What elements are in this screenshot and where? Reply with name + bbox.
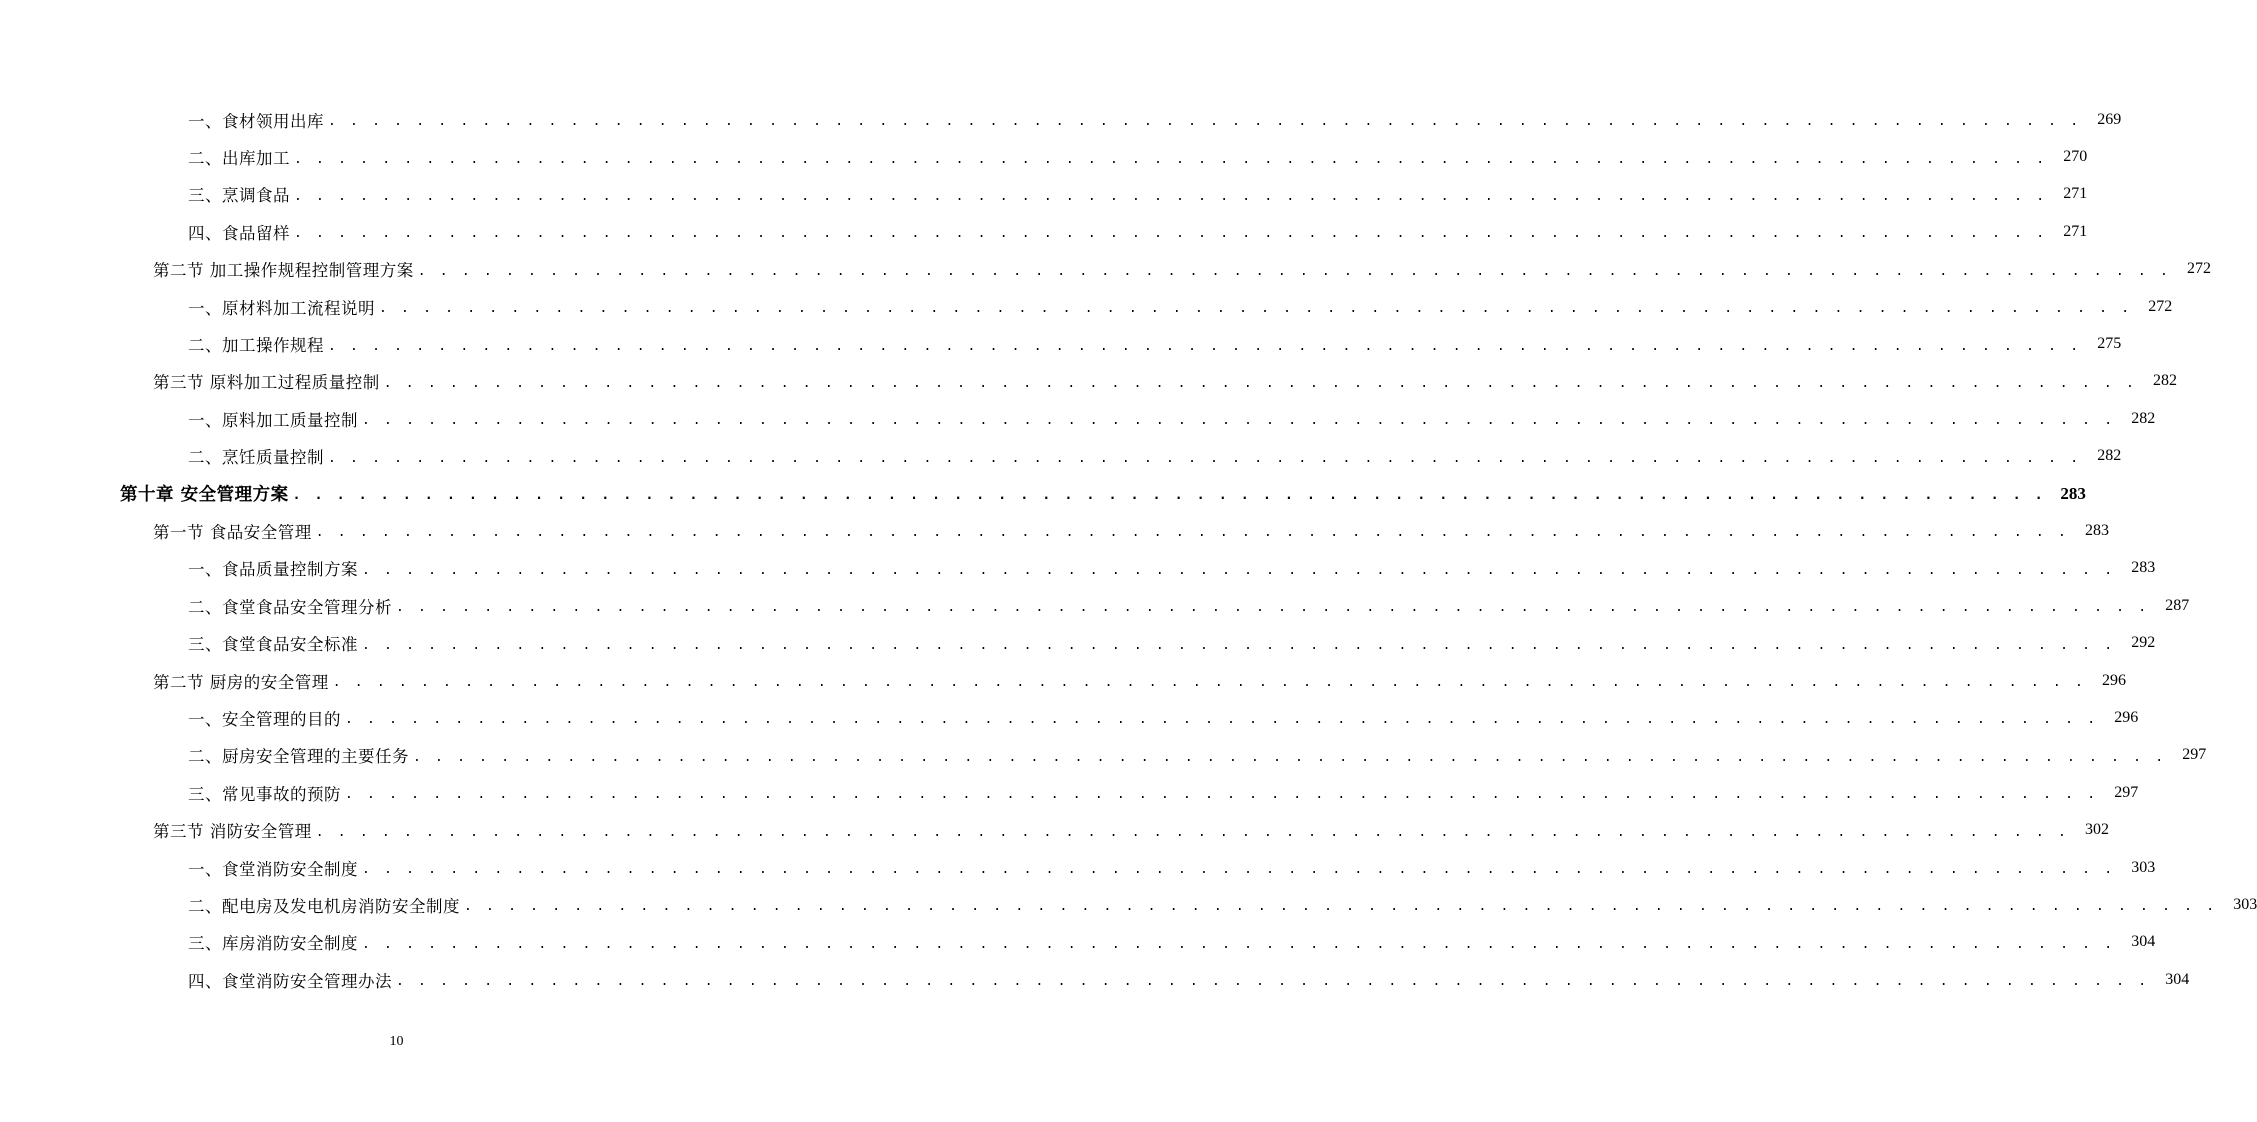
toc-entry-title: 一、食堂消防安全制度 <box>188 859 358 879</box>
toc-entry-page: 282 <box>2131 409 2156 427</box>
toc-subsection-entry[interactable] <box>0 699 2139 736</box>
toc-section-entry[interactable] <box>0 512 2109 549</box>
toc-entry-page: 303 <box>2131 858 2156 876</box>
toc-dot-leader: . . . . . . . . . . . . . . . . . . . . . . . . . . . . . . . . . . . . . . . . . . . . . . . . . . . . . . . . . . . . . . . . . . . . . . . . . . . . . . . . <box>315 525 2069 541</box>
toc-entry-title: 一、原料加工质量控制 <box>188 410 358 430</box>
toc-dot-leader: . . . . . . . . . . . . . . . . . . . . . . . . . . . . . . . . . . . . . . . . . . . . . . . . . . . . . . . . . . . . . . . . . . . . . . . . . . . . . . . . <box>362 936 2116 952</box>
toc-entry-page: 271 <box>2063 185 2088 203</box>
toc-dot-leader: . . . . . . . . . . . . . . . . . . . . . . . . . . . . . . . . . . . . . . . . . . . . . . . . . . . . . . . . . . . . . . . . . . . . . . . . . . . . . . . . <box>315 824 2069 840</box>
toc-entry-title: 一、食品质量控制方案 <box>188 560 358 580</box>
toc-entry-page: 272 <box>2187 260 2211 278</box>
toc-subsection-entry[interactable] <box>0 849 2156 886</box>
toc-entry-title: 第二节 加工操作规程控制管理方案 <box>153 261 414 281</box>
toc-dot-leader: . . . . . . . . . . . . . . . . . . . . . . . . . . . . . . . . . . . . . . . . . . . . . . . . . . . . . . . . . . . . . . . . . . . . . . . . . . . . . . . . <box>345 712 2099 728</box>
toc-entry-page: 297 <box>2114 783 2139 801</box>
toc-entry-title: 二、配电房及发电机房消防安全制度 <box>188 896 460 916</box>
toc-dot-leader: . . . . . . . . . . . . . . . . . . . . . . . . . . . . . . . . . . . . . . . . . . . . . . . . . . . . . . . . . . . . . . . . . . . . . . . . . . . . . . . . <box>396 974 2150 990</box>
toc-entry-page: 296 <box>2114 708 2139 726</box>
page-number: 10 <box>389 1034 404 1049</box>
toc-entry-title: 二、厨房安全管理的主要任务 <box>188 747 409 767</box>
toc-entry-page: 304 <box>2165 970 2190 988</box>
toc-entry-title: 第三节 原料加工过程质量控制 <box>153 373 380 393</box>
toc-section-entry[interactable] <box>0 811 2109 848</box>
toc-entry-title: 四、食品留样 <box>188 223 290 243</box>
table-of-contents <box>0 101 2257 998</box>
toc-entry-title: 第三节 消防安全管理 <box>153 822 312 842</box>
toc-dot-leader: . . . . . . . . . . . . . . . . . . . . . . . . . . . . . . . . . . . . . . . . . . . . . . . . . . . . . . . . . . . . . . . . . . . . . . . . . . . . . . . . <box>294 188 2048 204</box>
toc-subsection-entry[interactable] <box>0 325 2122 362</box>
toc-entry-page: 296 <box>2102 671 2126 689</box>
toc-entry-page: 297 <box>2182 746 2207 764</box>
toc-entry-page: 272 <box>2148 297 2173 315</box>
toc-entry-title: 三、食堂食品安全标准 <box>188 635 358 655</box>
toc-entry-page: 275 <box>2097 335 2122 353</box>
toc-subsection-entry[interactable] <box>0 213 2088 250</box>
toc-chapter-entry[interactable] <box>0 475 2086 512</box>
toc-dot-leader: . . . . . . . . . . . . . . . . . . . . . . . . . . . . . . . . . . . . . . . . . . . . . . . . . . . . . . . . . . . . . . . . . . . . . . . . . . . . . . . . <box>396 600 2150 616</box>
toc-entry-page: 283 <box>2060 483 2086 503</box>
toc-subsection-entry[interactable] <box>0 550 2156 587</box>
toc-entry-page: 283 <box>2085 521 2109 539</box>
toc-entry-title: 四、食堂消防安全管理办法 <box>188 971 392 991</box>
toc-entry-page: 302 <box>2085 821 2109 839</box>
toc-entry-title: 一、安全管理的目的 <box>188 709 341 729</box>
toc-subsection-entry[interactable] <box>0 176 2088 213</box>
toc-dot-leader: . . . . . . . . . . . . . . . . . . . . . . . . . . . . . . . . . . . . . . . . . . . . . . . . . . . . . . . . . . . . . . . . . . . . . . . . . . . . . . . . <box>328 338 2082 354</box>
toc-entry-title: 第一节 食品安全管理 <box>153 522 312 542</box>
toc-entry-page: 304 <box>2131 933 2156 951</box>
toc-subsection-entry[interactable] <box>0 438 2122 475</box>
toc-subsection-entry[interactable] <box>0 587 2190 624</box>
toc-entry-page: 283 <box>2131 559 2156 577</box>
toc-section-entry[interactable] <box>0 251 2211 288</box>
toc-dot-leader: . . . . . . . . . . . . . . . . . . . . . . . . . . . . . . . . . . . . . . . . . . . . . . . . . . . . . . . . . . . . . . . . . . . . . . . . . . . . . . . . <box>417 263 2171 279</box>
toc-dot-leader: . . . . . . . . . . . . . . . . . . . . . . . . . . . . . . . . . . . . . . . . . . . . . . . . . . . . . . . . . . . . . . . . . . . . . . . . . . . . . . . . <box>294 226 2048 242</box>
toc-entry-page: 292 <box>2131 634 2156 652</box>
toc-dot-leader: . . . . . . . . . . . . . . . . . . . . . . . . . . . . . . . . . . . . . . . . . . . . . . . . . . . . . . . . . . . . . . . . . . . . . . . . . . . . . . . . <box>294 151 2048 167</box>
toc-entry-title: 一、食材领用出库 <box>188 111 324 131</box>
toc-subsection-entry[interactable] <box>0 774 2139 811</box>
toc-dot-leader: . . . . . . . . . . . . . . . . . . . . . . . . . . . . . . . . . . . . . . . . . . . . . . . . . . . . . . . . . . . . . . . . . . . . . . . . . . . . . . . . <box>464 899 2218 915</box>
toc-dot-leader: . . . . . . . . . . . . . . . . . . . . . . . . . . . . . . . . . . . . . . . . . . . . . . . . . . . . . . . . . . . . . . . . . . . . . . . . . . . . . . . . <box>328 114 2082 130</box>
toc-dot-leader: . . . . . . . . . . . . . . . . . . . . . . . . . . . . . . . . . . . . . . . . . . . . . . . . . . . . . . . . . . . . . . . . . . . . . . . . . . . . . . . . <box>345 787 2099 803</box>
toc-entry-title: 三、常见事故的预防 <box>188 784 341 804</box>
toc-entry-page: 282 <box>2097 447 2122 465</box>
toc-subsection-entry[interactable] <box>0 138 2088 175</box>
toc-dot-leader: . . . . . . . . . . . . . . . . . . . . . . . . . . . . . . . . . . . . . . . . . . . . . . . . . . . . . . . . . . . . . . . . . . . . . . . . . . . . . . . . <box>328 450 2082 466</box>
toc-dot-leader: . . . . . . . . . . . . . . . . . . . . . . . . . . . . . . . . . . . . . . . . . . . . . . . . . . . . . . . . . . . . . . . . . . . . . . . . . . . . . . . . <box>379 301 2133 317</box>
toc-entry-title: 一、原材料加工流程说明 <box>188 298 375 318</box>
toc-subsection-entry[interactable] <box>0 737 2207 774</box>
toc-dot-leader: . . . . . . . . . . . . . . . . . . . . . . . . . . . . . . . . . . . . . . . . . . . . . . . . . . . . . . . . . . . . . . . . . . . . . . . . . . . . . . . . <box>413 749 2167 765</box>
toc-section-entry[interactable] <box>0 363 2177 400</box>
toc-subsection-entry[interactable] <box>0 886 2257 923</box>
toc-subsection-entry[interactable] <box>0 961 2190 998</box>
toc-entry-page: 287 <box>2165 596 2190 614</box>
toc-dot-leader: . . . . . . . . . . . . . . . . . . . . . . . . . . . . . . . . . . . . . . . . . . . . . . . . . . . . . . . . . . . . . . . . . . . . . . . . . . . . . . . . <box>362 562 2116 578</box>
toc-subsection-entry[interactable] <box>0 101 2122 138</box>
toc-subsection-entry[interactable] <box>0 400 2156 437</box>
toc-entry-title: 二、加工操作规程 <box>188 336 324 356</box>
toc-dot-leader: . . . . . . . . . . . . . . . . . . . . . . . . . . . . . . . . . . . . . . . . . . . . . . . . . . . . . . . . . . . . . . . . . . . . . . . . . . . . . . . . <box>332 675 2086 691</box>
toc-dot-leader: . . . . . . . . . . . . . . . . . . . . . . . . . . . . . . . . . . . . . . . . . . . . . . . . . . . . . . . . . . . . . . . . . . . . . . . . . . . . . . . . <box>362 413 2116 429</box>
toc-entry-page: 269 <box>2097 110 2122 128</box>
toc-subsection-entry[interactable] <box>0 288 2173 325</box>
toc-section-entry[interactable] <box>0 662 2126 699</box>
toc-entry-title: 第十章 安全管理方案 <box>120 485 289 506</box>
toc-entry-title: 第二节 厨房的安全管理 <box>153 672 329 692</box>
toc-entry-title: 二、出库加工 <box>188 149 290 169</box>
toc-entry-title: 三、烹调食品 <box>188 186 290 206</box>
toc-entry-page: 303 <box>2233 895 2257 913</box>
toc-entry-title: 二、烹饪质量控制 <box>188 448 324 468</box>
toc-subsection-entry[interactable] <box>0 624 2156 661</box>
toc-dot-leader: . . . . . . . . . . . . . . . . . . . . . . . . . . . . . . . . . . . . . . . . . . . . . . . . . . . . . . . . . . . . . . . . . . . . . . . . . . . . . . . . <box>362 862 2116 877</box>
toc-entry-title: 二、食堂食品安全管理分析 <box>188 597 392 617</box>
toc-dot-leader: . . . . . . . . . . . . . . . . . . . . . . . . . . . . . . . . . . . . . . . . . . . . . . . . . . . . . . . . . . . . . . . . . . . . . . . . . . . . . . . . <box>383 375 2137 391</box>
toc-entry-page: 271 <box>2063 222 2088 240</box>
toc-dot-leader: . . . . . . . . . . . . . . . . . . . . . . . . . . . . . . . . . . . . . . . . . . . . . . . . . . . . . . . . . . . . . . . . . . . . . . . . . . . . . . . . <box>362 637 2116 653</box>
toc-entry-title: 三、库房消防安全制度 <box>188 934 358 954</box>
toc-subsection-entry[interactable] <box>0 924 2156 961</box>
toc-entry-page: 282 <box>2153 372 2177 390</box>
toc-dot-leader: . . . . . . . . . . . . . . . . . . . . . . . . . . . . . . . . . . . . . . . . . . . . . . . . . . . . . . . . . . . . . . . . . . . . . . . . . . . . . . . . <box>292 488 2046 504</box>
toc-entry-page: 270 <box>2063 148 2088 166</box>
